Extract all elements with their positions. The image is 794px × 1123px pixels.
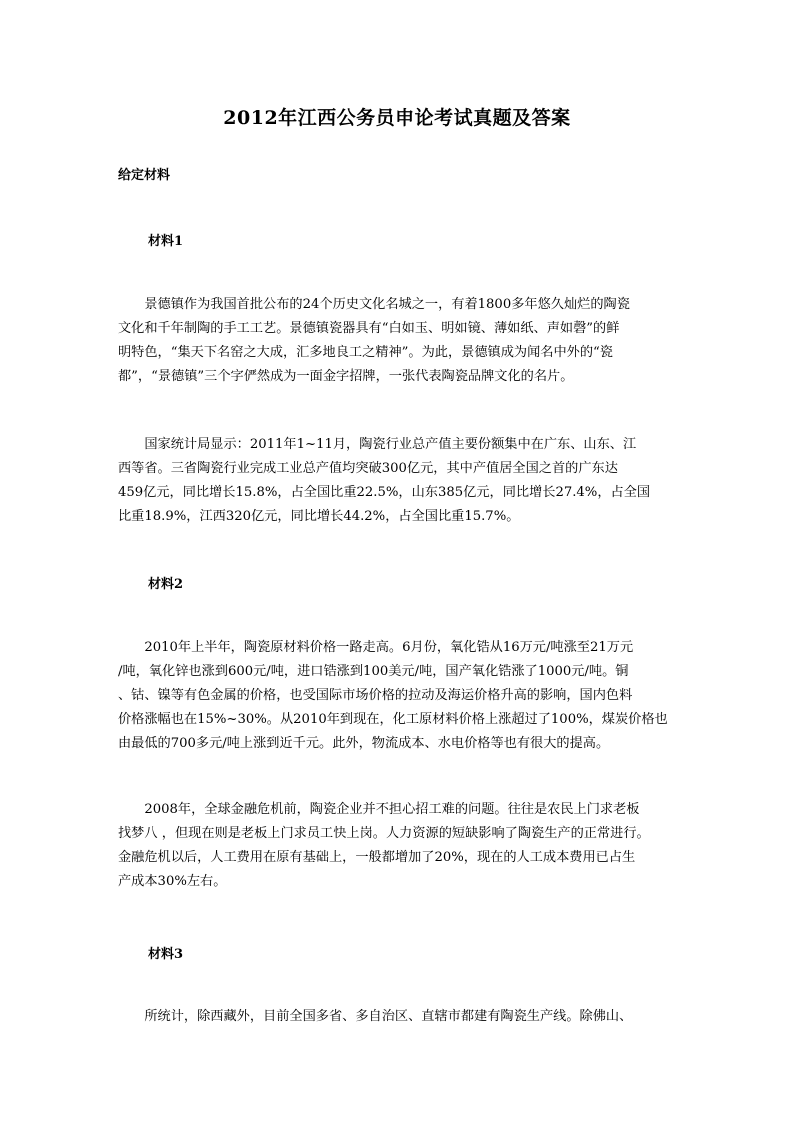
text-line: 所统计，除西藏外，目前全国多省、多自治区、直辖市都建有陶瓷生产线。除佛山、 [118,1009,633,1024]
text-line: 金融危机以后，人工费用在原有基础上，一般都增加了20%，现在的人工成本费用已占生 [118,850,636,865]
material-3-heading: 材料3 [148,947,184,962]
text-line: 2008年，全球金融危机前，陶瓷企业并不担心招工难的问题。往往是农民上门求老板 [118,802,640,817]
text-line: 、钴、镍等有色金属的价格，也受国际市场价格的拉动及海运价格升高的影响，国内色料 [118,688,633,703]
text-line: 西等省。三省陶瓷行业完成工业总产值均突破300亿元，其中产值居全国之首的广东达 [118,461,618,476]
text-line: 比重18.9%，江西320亿元，同比增长44.2%，占全国比重15.7%。 [118,509,520,524]
text-line: 文化和千年制陶的手工工艺。景德镇瓷器具有“白如玉、明如镜、薄如纸、声如磬”的鲜 [118,321,620,336]
text-line: 景德镇作为我国首批公布的24个历史文化名城之一，有着1800多年悠久灿烂的陶瓷 [118,297,630,312]
text-line: /吨，氧化锌也涨到600元/吨，进口锆涨到100美元/吨，国产氧化锆涨了1000元/吨。铜 [118,664,629,679]
text-line: 都”，“景德镇”三个字俨然成为一面金字招牌，一张代表陶瓷品牌文化的名片。 [118,369,574,384]
text-line: 由最低的700多元/吨上涨到近千元。此外，物流成本、水电价格等也有很大的提高。 [118,736,610,751]
section-label: 给定材料 [118,168,171,183]
material-2-heading: 材料2 [148,577,184,592]
material-3-paragraph-1 [118,1005,632,1029]
text-line: 找梦八 ，但现在则是老板上门求员工快上岗。人力资源的短缺影响了陶瓷生产的正常进行。 [118,826,650,841]
material-1-paragraph-1 [118,293,630,389]
document-title: 2012年江西公务员申论考试真题及答案 [223,107,571,129]
material-1-heading: 材料1 [148,234,184,249]
text-line: 国家统计局显示：2011年1~11月，陶瓷行业总产值主要份额集中在广东、山东、江 [118,437,637,452]
text-line: 产成本30%左右。 [118,874,227,889]
text-line: 价格涨幅也在15%~30%。从2010年到现在，化工原材料价格上涨超过了100%，煤炭价格也 [118,712,668,727]
material-2-paragraph-2 [118,798,650,894]
text-line: 明特色，“集天下名窑之大成，汇多地良工之精神”。为此，景德镇成为闻名中外的“瓷 [118,345,613,360]
text-line: 459亿元，同比增长15.8%，占全国比重22.5%，山东385亿元，同比增长27.4%，占全国 [118,485,651,500]
material-2-paragraph-1 [118,636,668,756]
material-1-paragraph-2 [118,433,650,529]
text-line: 2010年上半年，陶瓷原材料价格一路走高。6月份，氧化锆从16万元/吨涨至21万元 [118,640,634,655]
